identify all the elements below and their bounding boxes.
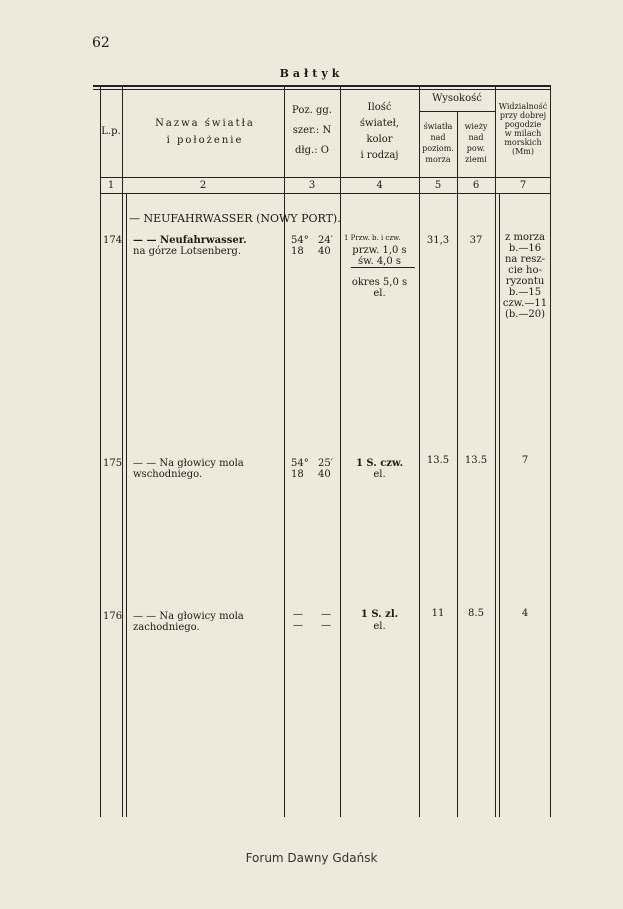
header-height-tower-line3: pow. xyxy=(466,144,486,153)
light-electric: el. xyxy=(373,469,386,480)
latitude-degrees: — xyxy=(293,609,303,620)
header-height-tower-line4: ziemi xyxy=(465,155,487,164)
height-tower: 37 xyxy=(469,235,483,246)
header-visibility-line2: przy dobrej xyxy=(499,111,547,120)
visibility: na resz- xyxy=(504,254,546,265)
light-name: — — Na głowicy mola xyxy=(133,611,244,622)
light-flash: przw. 1,0 s xyxy=(352,245,407,256)
height-light: 13.5 xyxy=(426,455,450,466)
header-quantity-line3: kolor xyxy=(366,134,393,145)
latitude-minutes: 24′ xyxy=(318,235,333,246)
column-divider xyxy=(122,87,123,817)
header-bottom-rule xyxy=(100,177,551,178)
longitude-minutes: — xyxy=(321,620,331,631)
header-position-line3: dłg.: O xyxy=(295,145,329,156)
header-visibility-line4: w milach xyxy=(504,129,542,138)
longitude-degrees: 18 xyxy=(291,469,304,480)
table-top-rule-thin xyxy=(93,89,551,90)
visibility: cie ho- xyxy=(508,265,542,276)
latitude-degrees: 54° xyxy=(291,458,309,469)
column-number: 3 xyxy=(308,180,316,191)
visibility: 4 xyxy=(521,608,529,619)
longitude-degrees: — xyxy=(293,620,303,631)
column-number: 6 xyxy=(472,180,480,191)
footer-watermark: Forum Dawny Gdańsk xyxy=(245,851,378,865)
header-visibility-line5: morskich xyxy=(504,138,542,147)
header-visibility-line6: (Mm) xyxy=(511,147,535,156)
row-lp: 175 xyxy=(103,458,123,469)
visibility: 7 xyxy=(521,455,529,466)
light-location: na górze Lotsenberg. xyxy=(133,246,241,257)
longitude-minutes: 40 xyxy=(318,246,331,257)
header-name-line2: i położenie xyxy=(166,135,244,146)
visibility: czw.—11 xyxy=(502,298,548,309)
page-number: 62 xyxy=(92,35,110,51)
latitude-minutes: — xyxy=(321,609,331,620)
light-location: wschodniego. xyxy=(133,469,203,480)
light-name: — — Neufahrwasser. xyxy=(133,235,247,246)
column-divider xyxy=(100,87,101,817)
column-number: 2 xyxy=(199,180,207,191)
column-divider xyxy=(495,87,496,817)
visibility: b.—16 xyxy=(508,243,542,254)
light-location: zachodniego. xyxy=(133,622,200,633)
header-lp: L.p. xyxy=(101,126,121,137)
light-eclipse: św. 4,0 s xyxy=(357,256,402,267)
visibility: b.—15 xyxy=(508,287,542,298)
light-type: 1 S. zl. xyxy=(360,609,399,620)
header-height-light-line2: nad xyxy=(430,133,446,142)
column-number: 7 xyxy=(519,180,527,191)
page-title: Bałtyk xyxy=(279,67,344,80)
header-quantity-line2: świateł, xyxy=(359,118,400,129)
column-divider xyxy=(126,194,127,817)
visibility: ryzontu xyxy=(505,276,545,287)
longitude-minutes: 40 xyxy=(318,469,331,480)
height-light: 11 xyxy=(431,608,445,619)
header-height-tower-line2: nad xyxy=(468,133,484,142)
section-title: — NEUFAHRWASSER (NOWY PORT). xyxy=(129,212,341,225)
header-height-light-line1: światła xyxy=(423,122,453,131)
row-lp: 176 xyxy=(103,611,123,622)
table-top-rule xyxy=(93,85,551,87)
header-height: Wysokość xyxy=(432,93,482,104)
header-height-tower-line1: wieży xyxy=(464,122,488,131)
column-number: 5 xyxy=(434,180,442,191)
column-divider xyxy=(340,87,341,817)
column-number: 1 xyxy=(107,180,115,191)
height-tower: 13.5 xyxy=(464,455,488,466)
column-divider xyxy=(550,87,551,817)
numbers-bottom-rule xyxy=(100,193,551,194)
visibility: (b.—20) xyxy=(504,309,546,320)
height-light: 31,3 xyxy=(426,235,450,246)
light-period: okres 5,0 s xyxy=(351,277,408,288)
header-position-line1: Poz. gg. xyxy=(292,105,332,116)
header-height-light-line4: morza xyxy=(425,155,451,164)
header-visibility-line1: Widzialność xyxy=(498,102,548,111)
header-quantity-line1: Ilość xyxy=(367,102,392,113)
header-quantity-line4: i rodzaj xyxy=(360,150,399,161)
column-number: 4 xyxy=(376,180,383,191)
latitude-degrees: 54° xyxy=(291,235,309,246)
header-height-light-line3: poziom. xyxy=(422,144,454,153)
column-divider xyxy=(284,87,285,817)
longitude-degrees: 18 xyxy=(291,246,304,257)
light-electric: el. xyxy=(373,288,386,299)
light-type: 1 Przw. b. i czw. xyxy=(344,234,401,242)
visibility: z morza xyxy=(505,232,545,243)
column-divider xyxy=(419,87,420,817)
row-lp: 174 xyxy=(103,235,123,246)
light-electric: el. xyxy=(373,621,386,632)
height-tower: 8.5 xyxy=(468,608,484,619)
header-visibility-line3: pogodzie xyxy=(504,120,542,129)
light-type: 1 S. czw. xyxy=(355,458,404,469)
light-name: — — Na głowicy mola xyxy=(133,458,244,469)
header-name-line1: Nazwa światła xyxy=(155,118,255,129)
latitude-minutes: 25′ xyxy=(318,458,333,469)
period-rule xyxy=(351,267,415,268)
header-position-line2: szer.: N xyxy=(292,125,332,136)
